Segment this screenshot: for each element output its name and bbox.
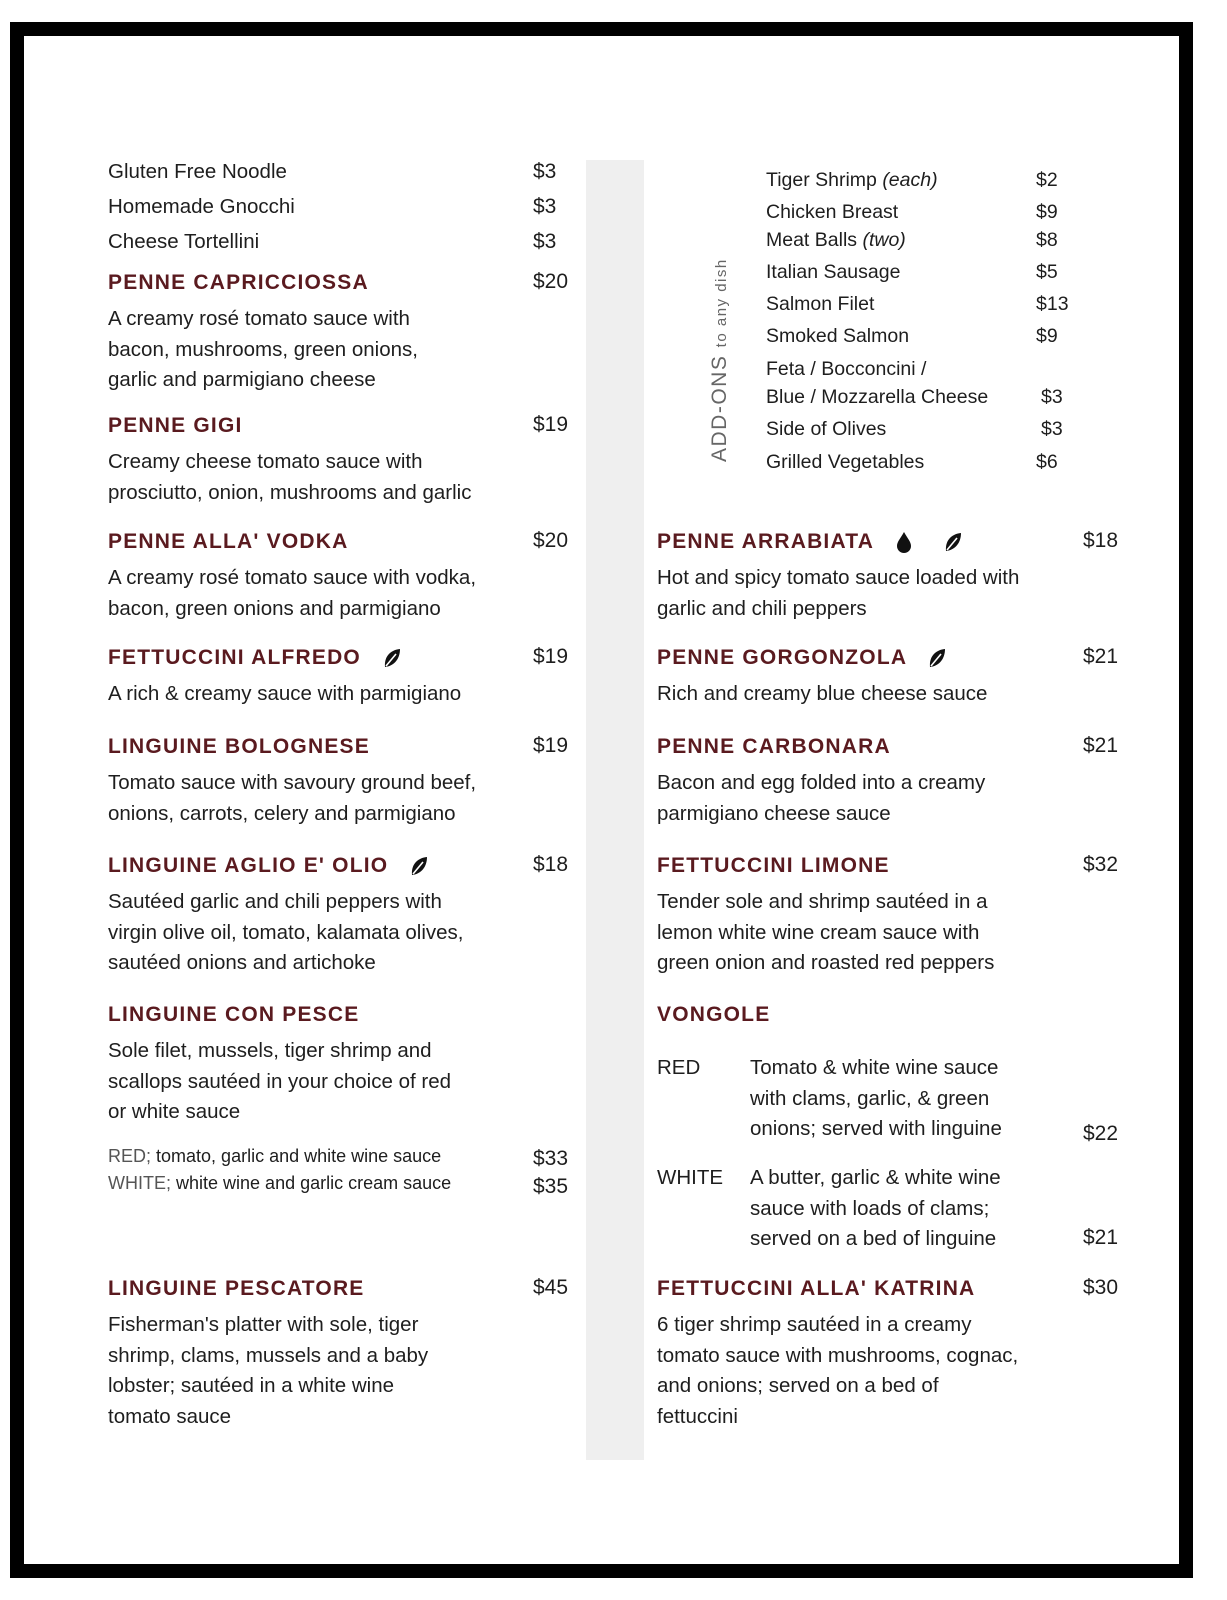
dish-title: FETTUCCINI ALFREDO — [108, 646, 402, 670]
dish-title: LINGUINE BOLOGNESE — [108, 735, 370, 758]
dish-description: Tender sole and shrimp sautéed in a lemon white wine cream sauce with green onion and roasted red peppers — [657, 890, 995, 974]
dish-title: PENNE ALLA' VODKA — [108, 530, 349, 553]
dish-price: $19 — [533, 734, 569, 757]
dish-description: Sole filet, mussels, tiger shrimp and scallops sautéed in your choice of red or white sauce — [108, 1039, 452, 1123]
addon-price: $6 — [1036, 451, 1058, 473]
addon-price: $5 — [1036, 261, 1058, 283]
addons-heading: ADD-ONS to any dish — [708, 258, 731, 462]
addon-price: $9 — [1036, 201, 1058, 223]
addon-item: Italian Sausage — [766, 261, 901, 283]
vongole-option-description: Tomato & white wine sauce with clams, garlic, & green onions; served with linguine — [750, 1056, 1002, 1140]
addon-price: $8 — [1036, 229, 1058, 251]
dish-description: Sautéed garlic and chili peppers with virgin olive oil, tomato, kalamata olives, sautéed onions and artichoke — [108, 890, 464, 974]
vongole-option-description: A butter, garlic & white wine sauce with loads of clams; served on a bed of linguine — [750, 1166, 1001, 1250]
extra-name: Gluten Free Noodle — [108, 160, 287, 183]
addon-item: Salmon Filet — [766, 293, 875, 315]
dish-price: $18 — [1083, 529, 1119, 552]
addon-price: $3 — [1041, 418, 1063, 440]
leaf-icon — [943, 531, 963, 553]
leaf-icon — [382, 647, 402, 669]
dish-title: LINGUINE PESCATORE — [108, 1277, 365, 1300]
dish-price: $30 — [1083, 1276, 1119, 1299]
extra-price: $3 — [533, 195, 557, 218]
dish-description: A creamy rosé tomato sauce with vodka, bacon, green onions and parmigiano — [108, 566, 477, 620]
dish-price: $45 — [533, 1276, 569, 1299]
dish-description: Bacon and egg folded into a creamy parmigiano cheese sauce — [657, 771, 986, 825]
dish-price: $20 — [533, 529, 569, 552]
addon-price: $13 — [1036, 293, 1069, 315]
addon-price: $2 — [1036, 169, 1058, 191]
vongole-option-price: $21 — [1083, 1226, 1119, 1249]
extra-name: Cheese Tortellini — [108, 230, 260, 253]
dish-description: Creamy cheese tomato sauce with prosciutto, onion, mushrooms and garlic — [108, 450, 472, 504]
dish-description: Hot and spicy tomato sauce loaded with garlic and chili peppers — [657, 566, 1020, 620]
addon-price: $9 — [1036, 325, 1058, 347]
dish-description: A creamy rosé tomato sauce with bacon, mushrooms, green onions, garlic and parmigiano cheese — [108, 307, 418, 391]
chili-drop-icon — [894, 530, 914, 554]
addon-price: $3 — [1041, 386, 1063, 408]
dish-price: $32 — [1083, 853, 1119, 876]
dish-title: FETTUCCINI LIMONE — [657, 854, 890, 877]
dish-description: Fisherman's platter with sole, tiger shrimp, clams, mussels and a baby lobster; sautéed in a white wine tomato sauce — [108, 1313, 429, 1428]
dish-description: A rich & creamy sauce with parmigiano — [108, 682, 462, 705]
sauce-option-price: $35 — [533, 1175, 569, 1198]
dish-price: $21 — [1083, 645, 1119, 668]
dish-price: $19 — [533, 413, 569, 436]
extra-name: Homemade Gnocchi — [108, 195, 295, 218]
extra-price: $3 — [533, 160, 557, 183]
vongole-option-label: WHITE — [657, 1166, 724, 1189]
dish-price: $19 — [533, 645, 569, 668]
dish-price: $20 — [533, 270, 569, 293]
addon-item: Side of Olives — [766, 418, 887, 440]
dish-price: $21 — [1083, 734, 1119, 757]
addon-item: Meat Balls (two) — [766, 229, 906, 251]
column-divider — [586, 160, 644, 1460]
dish-description: Rich and creamy blue cheese sauce — [657, 682, 988, 705]
dish-title: PENNE GIGI — [108, 414, 243, 437]
addon-item: Tiger Shrimp (each) — [766, 169, 938, 191]
dish-title: PENNE CARBONARA — [657, 735, 891, 758]
sauce-option-red: RED; tomato, garlic and white wine sauce — [108, 1146, 442, 1166]
addon-item: Grilled Vegetables — [766, 451, 925, 473]
vongole-option-price: $22 — [1083, 1122, 1119, 1145]
dish-title: PENNE CAPRICCIOSSA — [108, 271, 369, 294]
sauce-option-price: $33 — [533, 1147, 569, 1170]
extra-price: $3 — [533, 230, 557, 253]
addon-item: Feta / Bocconcini / — [766, 358, 927, 380]
dish-title: PENNE GORGONZOLA — [657, 646, 947, 670]
addon-item: Chicken Breast — [766, 201, 899, 223]
dish-title: LINGUINE CON PESCE — [108, 1003, 360, 1026]
dish-title: PENNE ARRABIATA — [657, 530, 963, 554]
vongole-option-label: RED — [657, 1056, 701, 1079]
addon-item: Smoked Salmon — [766, 325, 910, 347]
sauce-option-white: WHITE; white wine and garlic cream sauce — [108, 1173, 452, 1193]
leaf-icon — [927, 647, 947, 669]
dish-title: VONGOLE — [657, 1003, 771, 1026]
addon-item: Blue / Mozzarella Cheese — [766, 386, 989, 408]
dish-description: Tomato sauce with savoury ground beef, onions, carrots, celery and parmigiano — [108, 771, 477, 825]
dish-title: FETTUCCINI ALLA' KATRINA — [657, 1277, 976, 1300]
dish-title: LINGUINE AGLIO E' OLIO — [108, 854, 429, 878]
leaf-icon — [409, 855, 429, 877]
dish-price: $18 — [533, 853, 569, 876]
dish-description: 6 tiger shrimp sautéed in a creamy tomato sauce with mushrooms, cognac, and onions; served on a bed of fettuccini — [657, 1313, 1019, 1428]
